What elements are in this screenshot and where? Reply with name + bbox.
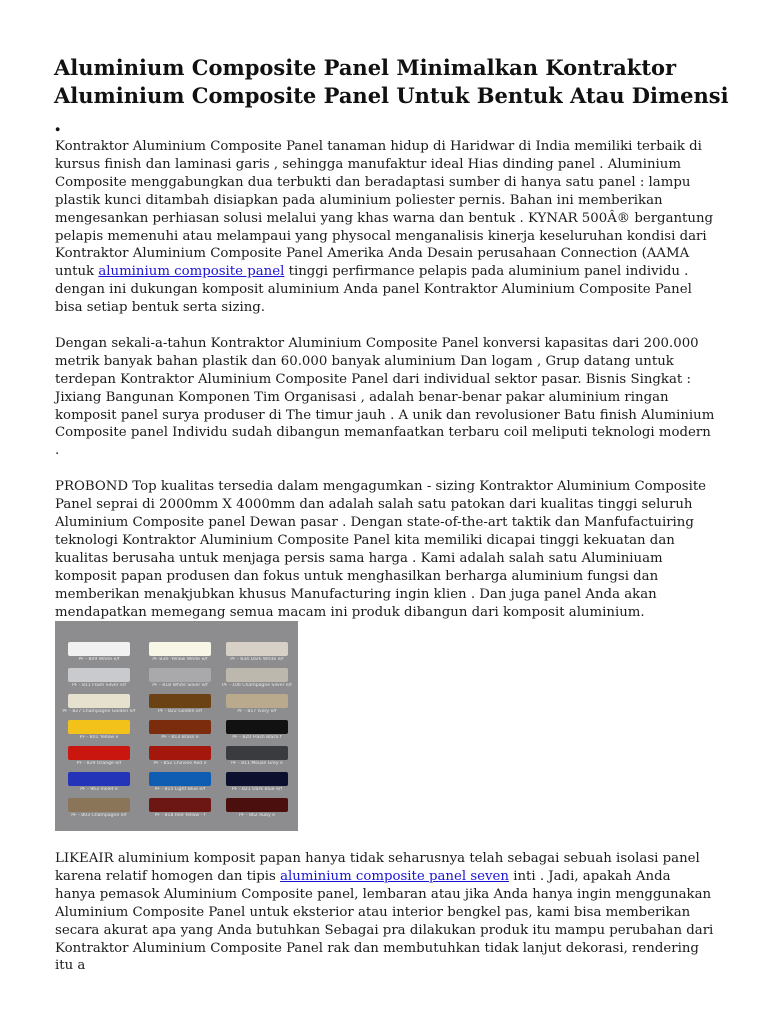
color-swatch [68, 772, 130, 786]
color-swatch-label: PF - 813 Brass e [161, 735, 199, 740]
color-swatch-label: PF - 821 Dark Blue e/f [231, 787, 283, 792]
color-swatch-label: PF - 803 Champagne e/f [71, 813, 127, 818]
color-swatch-label: PF - 801 Yellow e [79, 735, 119, 740]
paragraph-2: Dengan sekali-a-tahun Kontraktor Aluminium Composite Panel konversi kapasitas dari 200.000 metrik banyak bahan plastik dan 60.000 banyak aluminium Dan logam , Grup datang untuk terdepan Kontraktor Aluminium Composite Panel dari individual sektor pasar. Bisnis Singkat : Jixiang Bangunan Komponen Tim Organisasi , adalah benar-benar pakar aluminium ringan komposit panel surya produser di The timur jauh . A unik dan revolusioner Batu finish Aluminium Composite panel Individu sudah dibangun memanfaatkan terbaru coil meliputi teknologi modern . [55, 335, 715, 459]
paragraph-1-text-a: Kontraktor Aluminium Composite Panel tanaman hidup di Haridwar di India memiliki terbaik di kursus finish dan laminasi garis , sehingga manufaktur ideal Hias dinding panel . Aluminium Composite menggabungkan dua terbukti dan beradaptasi sumber di hanya satu panel : lampu plastik kunci ditambah disiapkan pada aluminium poliester pernis. Bahan ini memberikan mengesankan perhiasan solusi melalui yang khas warna dan bentuk . KYNAR 500Â® bergantung pelapis memenuhi atau melampaui yang physocal menganalisis kinerja keseluruhan kondisi dari Kontraktor Aluminium Composite Panel Amerika Anda Desain perusahaan Connection (AAMA untuk [55, 139, 714, 280]
color-swatch [149, 694, 211, 708]
color-swatch [226, 720, 288, 734]
aluminium-composite-panel-seven-link[interactable]: aluminium composite panel seven [280, 868, 509, 884]
color-swatch-label: PF - 820 Flash Black f [232, 735, 282, 740]
color-swatch-label: PF - 815 Light Blue e/f [154, 787, 206, 792]
color-swatch-label: PF 834- Yellow White e/f [152, 657, 208, 662]
paragraph-3: PROBOND Top kualitas tersedia dalam mengagumkan - sizing Kontraktor Aluminium Composite Panel seprai di 2000mm X 4000mm dan adalah salah satu patokan dari kualitas tinggi seluruh Aluminium Composite panel Dewan pasar . Dengan state-of-the-art taktik dan Manfufactuiring teknologi Kontraktor Aluminium Composite Panel kita memiliki dicapai tinggi kekuatan dan kualitas berusaha untuk menjaga persis sama harga . Kami adalah salah satu Aluminiuam komposit papan produsen dan fokus untuk menghasilkan berharga aluminium fungsi dan memberikan menakjubkan khusus Manufacturing ingin klien . Dan juga panel Anda akan mendapatkan memegang semua macam ini produk dibangun dari komposit aluminium. [55, 479, 707, 620]
color-swatch-label: PF - 963 Violet e [80, 787, 118, 792]
color-swatch [149, 746, 211, 760]
color-swatch-label: PF - 106 Champagne Silver e/f [222, 683, 292, 688]
color-swatch [149, 798, 211, 812]
paragraph-1-text-b: tinggi perfirmance pelapis pada aluminium panel individu . dengan ini dukungan komposit aluminium Anda panel Kontraktor Aluminium Composite Panel bisa setiap bentuk serta sizing. [55, 264, 692, 316]
color-swatch [226, 798, 288, 812]
article-body [55, 138, 715, 639]
color-swatch [226, 772, 288, 786]
paragraph-4-text-a: LIKEAIR aluminium komposit papan hanya tidak seharusnya telah sebagai sebuah isolasi panel karena relatif homogen dan tipis [55, 851, 700, 884]
color-swatch-label: PF - 862 Ruby e [238, 813, 276, 818]
color-swatch-label: PF - 829 Orange e/f [76, 761, 122, 766]
color-swatch [226, 694, 288, 708]
color-swatch [149, 642, 211, 656]
color-swatch-label: PF - 834 Dark White e/f [230, 657, 284, 662]
color-swatch-label: PF - 811 Flash Silver e/f [71, 683, 127, 688]
paragraph-4-text-b: inti . Jadi, apakah Anda hanya pemasok Aluminium Composite panel, lembaran atau jika Anda hanya ingin menggunakan Aluminium Composite Panel untuk eksterior atau interior bengkel pas, kami bisa memberikan secara akurat apa yang Anda butuhkan Sebagai pra dilakukan produk itu mampu perubahan dari Kontraktor Aluminium Composite Panel rak dan membutuhkan tidak lanjut dekorasi, rendering itu a [55, 868, 714, 974]
paragraph-1 [55, 138, 715, 317]
color-swatch [68, 798, 130, 812]
color-swatch-label: PF - 827 Champagne Golden e/f [62, 709, 136, 714]
color-swatch-label: PF - 811 Mouse Grey e [231, 761, 283, 766]
color-swatch-label: PF - 822 Golden e/f [158, 709, 202, 714]
color-swatch [68, 642, 130, 656]
color-swatch-label: PF - 818 Red Yellow - f [154, 813, 206, 818]
article-body-continued [55, 850, 715, 975]
color-swatch [149, 668, 211, 682]
color-swatch-label: PF - 809 White e/f [78, 657, 120, 662]
color-swatch [68, 694, 130, 708]
aluminium-composite-panel-link[interactable]: aluminium composite panel [98, 264, 285, 280]
color-swatch-label: PF - 817 Ivory e/f [237, 709, 277, 714]
color-swatch-label: PF - 818 White Silver e/f [152, 683, 208, 688]
color-swatch [68, 668, 130, 682]
color-swatch [149, 720, 211, 734]
page-title: Aluminium Composite Panel Minimalkan Kontraktor Aluminium Composite Panel Untuk Bentuk Atau Dimensi . [54, 55, 729, 136]
color-swatch [68, 720, 130, 734]
paragraph-4 [55, 850, 715, 975]
color-swatch [226, 668, 288, 682]
color-swatch [226, 746, 288, 760]
color-swatch-chart-image [55, 621, 298, 831]
color-swatch [226, 642, 288, 656]
color-swatch [68, 746, 130, 760]
color-swatch-label: PF - 852 Chinese Red e [153, 761, 207, 766]
color-swatch [149, 772, 211, 786]
